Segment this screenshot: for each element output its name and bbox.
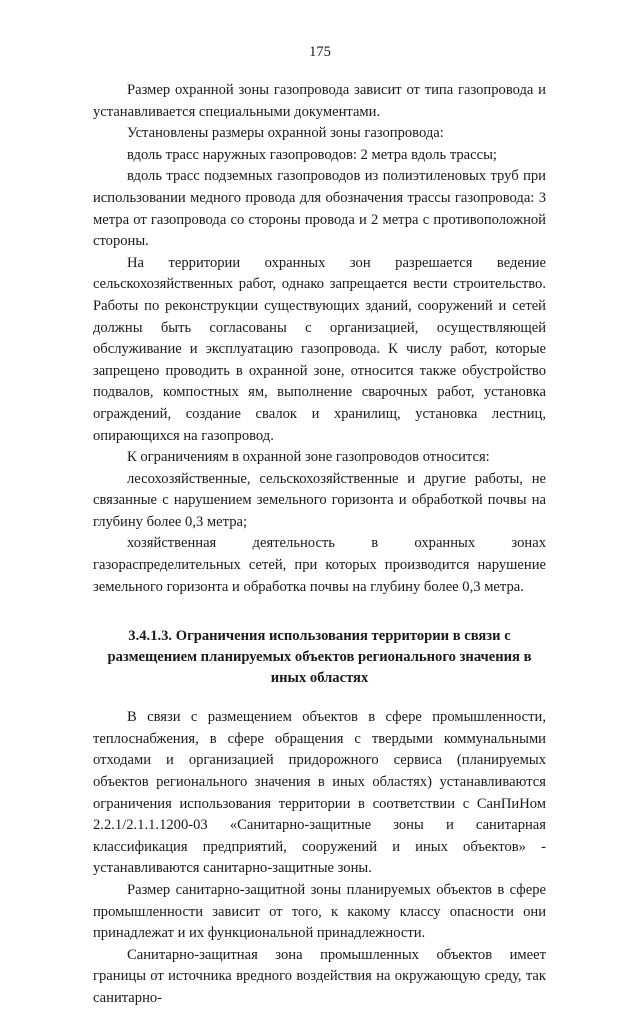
body-text — [93, 80, 546, 1010]
section-heading: 3.4.1.3. Ограничения использования территории в связи с размещением планируемых объектов регионального значения в иных областях — [107, 628, 532, 687]
page-number: 175 — [309, 44, 331, 60]
list-item: вдоль трасс подземных газопроводов из полиэтиленовых труб при использовании медного провода для обозначения трассы газопровода: 3 метра от газопровода со стороны провода и 2 метра с противоположной стороны. — [93, 168, 546, 250]
paragraph: Установлены размеры охранной зоны газопровода: — [127, 125, 444, 142]
list-item: лесохозяйственные, сельскохозяйственные и другие работы, не связанные с нарушением земельного горизонта и обработкой почвы на глубину более 0,3 метра; — [93, 470, 546, 530]
paragraph: Размер санитарно-защитной зоны планируемых объектов в сфере промышленности зависит от того, к какому классу опасности они принадлежат и их функциональной принадлежности. — [93, 882, 546, 942]
list-item: вдоль трасс наружных газопроводов: 2 метра вдоль трассы; — [127, 146, 497, 163]
paragraph: На территории охранных зон разрешается ведение сельскохозяйственных работ, однако запрещается вести строительство. Работы по реконструкции существующих зданий, сооружений и сетей должны быть согласованы с организацией, осуществляющей обслуживание и эксплуатацию газопровода. К числу работ, которые запрещено проводить в охранной зоне, относится также обустройство подвалов, компостных ям, выполнение сварочных работ, установка ограждений, создание свалок и хранилищ, установка лестниц, опирающихся на газопровод. — [93, 254, 546, 444]
paragraph: Санитарно-защитная зона промышленных объектов имеет границы от источника вредного воздействия на окружающую среду, так санитарно- — [93, 946, 546, 1006]
paragraph: К ограничениям в охранной зоне газопроводов относится: — [127, 449, 490, 466]
paragraph: В связи с размещением объектов в сфере промышленности, теплоснабжения, в сфере обращения с твердыми коммунальными отходами и организацией придорожного сервиса (планируемых объектов регионального значения в иных областях) устанавливаются ограничения использования территории в соответствии с СанПиНом 2.2.1/2.1.1.1200-03 «Санитарно-защитные зоны и санитарная классификация предприятий, сооружений и иных объектов» - устанавливаются санитарно-защитные зоны. — [93, 709, 546, 877]
list-item: хозяйственная деятельность в охранных зонах газораспределительных сетей, при которых производится нарушение земельного горизонта и обработка почвы на глубину более 0,3 метра. — [93, 535, 546, 595]
paragraph: Размер охранной зоны газопровода зависит от типа газопровода и устанавливается специальными документами. — [93, 82, 546, 120]
